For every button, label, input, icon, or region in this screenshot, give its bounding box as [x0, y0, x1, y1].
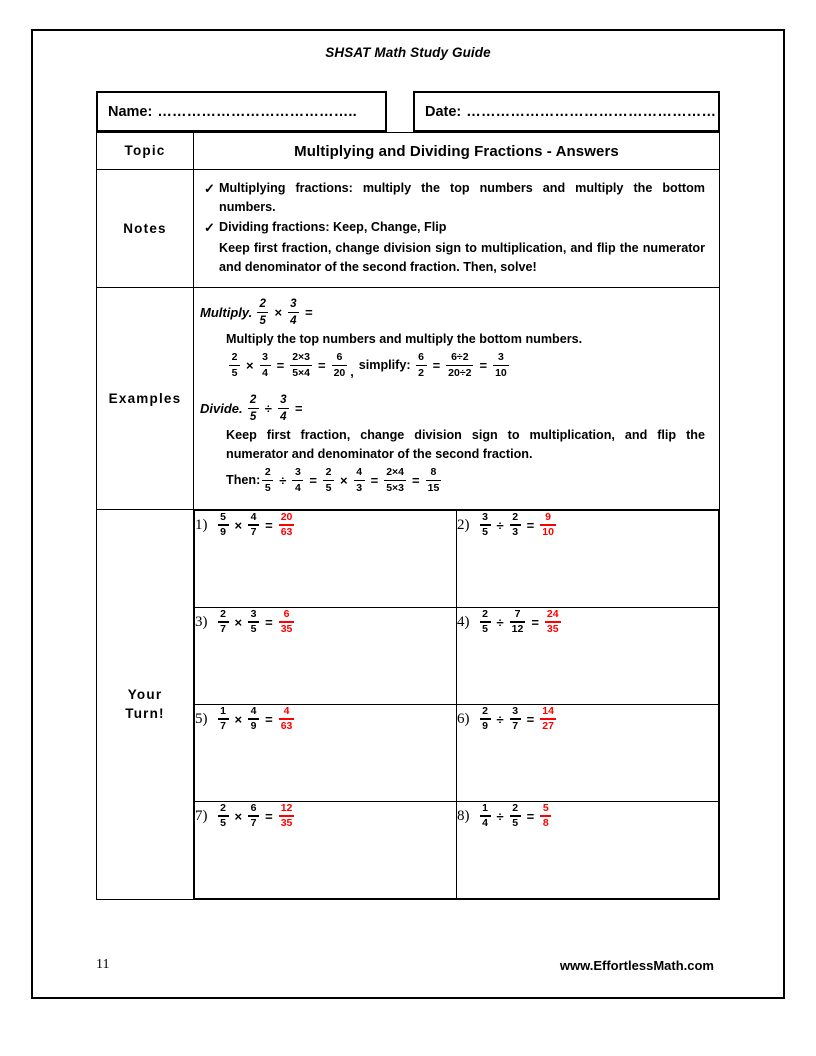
website-footer: www.EffortlessMath.com	[559, 958, 714, 973]
numerator: 4	[250, 704, 257, 717]
denominator: 5	[220, 817, 226, 830]
fraction	[288, 297, 299, 328]
fraction	[248, 608, 259, 637]
denominator: 5	[512, 817, 519, 830]
numerator: 3	[497, 351, 504, 364]
your-turn-row	[97, 509, 720, 899]
problem-label: 8)	[457, 807, 470, 824]
date-field[interactable]	[413, 91, 720, 132]
answer-denominator: 35	[280, 817, 293, 830]
answer-denominator: 8	[542, 817, 549, 830]
problem-2	[457, 511, 718, 540]
denominator: 4	[290, 314, 297, 327]
denominator: 4	[280, 410, 287, 423]
fraction	[248, 705, 259, 734]
numerator: 3	[250, 607, 257, 620]
topic-title: Multiplying and Dividing Fractions - Answers	[194, 133, 720, 170]
answer-numerator: 24	[546, 607, 559, 620]
equals-sign: =	[276, 358, 285, 374]
fraction	[480, 608, 491, 637]
your-turn-content	[194, 509, 720, 899]
denominator: 9	[482, 720, 488, 733]
numerator: 7	[514, 607, 521, 620]
problem-grid-row	[195, 607, 719, 704]
multiply-heading-text: Multiply.	[200, 305, 253, 321]
example-divide-heading	[200, 393, 709, 424]
answer-numerator: 14	[542, 704, 554, 717]
numerator: 2	[482, 704, 488, 717]
operator: ×	[246, 358, 254, 374]
answer-fraction	[279, 511, 295, 540]
answer-numerator: 12	[280, 801, 293, 814]
numerator: 2	[249, 393, 257, 406]
operator: ÷	[279, 472, 287, 488]
operator: ×	[234, 711, 243, 727]
fraction	[510, 802, 521, 831]
denominator: 7	[250, 817, 257, 830]
equals-sign: =	[265, 614, 273, 630]
note-text: Multiplying fractions: multiply the top numbers and multiply the bottom numbers.	[219, 181, 705, 215]
answer-fraction	[540, 802, 551, 831]
problem-cell-6[interactable]	[457, 704, 719, 801]
fraction	[260, 351, 271, 380]
answer-fraction	[279, 608, 295, 637]
numerator: 6	[418, 351, 424, 364]
fraction	[257, 297, 268, 328]
equals-sign: =	[304, 305, 313, 321]
problem-8	[457, 802, 718, 831]
notes-content	[194, 170, 720, 288]
answer-denominator: 27	[542, 720, 554, 733]
example-multiply-body	[226, 330, 709, 380]
date-dotted-line: ……………………………………………	[466, 103, 717, 120]
problem-label: 4)	[457, 613, 470, 630]
denominator: 3	[512, 526, 519, 539]
fraction	[480, 802, 491, 831]
problem-1	[195, 511, 456, 540]
denominator: 4	[482, 817, 488, 830]
fraction	[426, 466, 442, 495]
fraction	[292, 466, 303, 495]
name-dotted-line: …………………………………..	[157, 103, 357, 120]
numerator: 3	[512, 704, 519, 717]
numerator: 2	[325, 465, 332, 478]
then-label: Then:	[226, 473, 261, 488]
denominator: 20÷2	[448, 366, 472, 379]
document-title: SHSAT Math Study Guide	[325, 45, 491, 60]
problem-label: 6)	[457, 710, 470, 727]
name-date-gap	[387, 91, 413, 132]
problem-label: 2)	[457, 516, 470, 533]
equals-sign: =	[526, 808, 535, 824]
answer-denominator: 35	[280, 623, 293, 636]
simplify-label: simplify:	[358, 358, 411, 373]
numerator: 2	[231, 351, 238, 364]
numerator: 1	[220, 704, 226, 717]
answer-numerator: 9	[545, 510, 551, 523]
denominator: 5	[325, 481, 332, 494]
fraction	[510, 705, 521, 734]
numerator: 2×4	[386, 465, 405, 478]
numerator: 2	[220, 607, 226, 620]
fraction	[218, 511, 229, 540]
problem-cell-7[interactable]	[195, 801, 457, 898]
numerator: 2	[482, 607, 488, 620]
fraction	[248, 393, 259, 424]
problem-grid-row	[195, 510, 719, 607]
operator: ×	[340, 472, 348, 488]
answer-denominator: 10	[542, 526, 554, 539]
denominator: 7	[250, 526, 257, 539]
example-divide-work	[226, 466, 705, 495]
fraction	[323, 466, 334, 495]
numerator: 3	[290, 298, 297, 311]
problem-grid-row	[195, 704, 719, 801]
problem-cell-8[interactable]	[457, 801, 719, 898]
equals-sign: =	[479, 358, 488, 374]
denominator: 4	[295, 481, 301, 494]
denominator: 5	[482, 526, 488, 539]
checkmark-icon: ✓	[204, 220, 215, 236]
equals-sign: =	[294, 401, 303, 417]
problem-label: 3)	[195, 613, 208, 630]
row-label-your-turn	[97, 509, 194, 899]
date-label: Date:	[425, 103, 462, 120]
answer-fraction	[545, 608, 561, 637]
operator: ÷	[496, 517, 504, 533]
denominator: 2	[418, 366, 424, 379]
name-field[interactable]	[96, 91, 387, 132]
operator: ×	[234, 614, 243, 630]
equals-sign: =	[265, 808, 273, 824]
problem-4	[457, 608, 718, 637]
examples-row	[97, 288, 720, 510]
problem-5	[195, 705, 456, 734]
fraction	[480, 511, 491, 540]
numerator: 6	[336, 351, 343, 364]
page-number: 11	[96, 957, 110, 972]
fraction	[354, 466, 365, 495]
example-explanation: Multiply the top numbers and multiply the bottom numbers.	[226, 332, 583, 347]
denominator: 4	[262, 366, 269, 379]
fraction	[480, 705, 491, 734]
denominator: 5×4	[292, 366, 310, 379]
problem-cell-2[interactable]	[457, 510, 719, 607]
comma: ,	[350, 365, 354, 380]
numerator: 4	[356, 465, 363, 478]
row-label-examples: Examples	[97, 288, 194, 510]
fraction	[290, 351, 312, 380]
fraction	[218, 608, 229, 637]
note-item	[200, 218, 709, 238]
example-divide-body	[226, 426, 709, 495]
operator: ÷	[496, 808, 504, 824]
equals-sign: =	[370, 472, 379, 488]
denominator: 9	[250, 720, 257, 733]
equals-sign: =	[526, 517, 535, 533]
numerator: 3	[280, 393, 287, 406]
numerator: 4	[250, 510, 257, 523]
numerator: 3	[482, 510, 488, 523]
operator: ×	[234, 808, 243, 824]
examples-spacer	[200, 382, 709, 393]
study-guide-table	[96, 132, 720, 900]
your-turn-line1: Your	[127, 686, 163, 702]
problem-6	[457, 705, 718, 734]
numerator: 2	[259, 298, 266, 311]
problem-cell-3[interactable]	[195, 607, 457, 704]
fraction	[262, 466, 273, 495]
denominator: 10	[495, 366, 507, 379]
operator: ×	[274, 305, 282, 321]
problem-cell-1[interactable]	[195, 510, 457, 607]
answer-denominator: 63	[280, 720, 293, 733]
problem-label: 1)	[195, 516, 208, 533]
fraction	[416, 351, 427, 380]
numerator: 2	[512, 801, 519, 814]
problem-cell-5[interactable]	[195, 704, 457, 801]
denominator: 5	[482, 623, 488, 636]
answer-numerator: 4	[283, 704, 290, 717]
answer-fraction	[540, 511, 556, 540]
note-text: Dividing fractions: Keep, Change, Flip	[219, 220, 447, 235]
numerator: 6÷2	[451, 351, 469, 364]
fraction	[332, 351, 348, 380]
fraction	[248, 802, 259, 831]
problem-3	[195, 608, 456, 637]
denominator: 5	[259, 314, 266, 327]
fraction	[229, 351, 240, 380]
numerator: 3	[295, 465, 301, 478]
your-turn-line2: Turn!	[125, 706, 165, 722]
denominator: 7	[220, 720, 226, 733]
problem-label: 7)	[195, 807, 208, 824]
answer-denominator: 35	[546, 623, 559, 636]
answer-numerator: 5	[542, 801, 549, 814]
divide-heading-text: Divide.	[200, 401, 243, 417]
answer-numerator: 20	[280, 510, 293, 523]
numerator: 2	[512, 510, 519, 523]
notes-row	[97, 170, 720, 288]
checkmark-icon: ✓	[204, 181, 215, 196]
denominator: 9	[220, 526, 226, 539]
fraction	[218, 705, 229, 734]
operator: ÷	[496, 614, 504, 630]
problem-cell-4[interactable]	[457, 607, 719, 704]
example-multiply-heading	[200, 297, 709, 328]
equals-sign: =	[526, 711, 535, 727]
topic-row	[97, 133, 720, 170]
numerator: 5	[220, 510, 226, 523]
fraction	[446, 351, 473, 380]
denominator: 5	[249, 410, 257, 423]
numerator: 2	[220, 801, 226, 814]
numerator: 8	[430, 465, 437, 478]
denominator: 5	[231, 366, 238, 379]
answer-fraction	[279, 705, 295, 734]
numerator: 1	[482, 801, 488, 814]
numerator: 6	[250, 801, 257, 814]
answer-fraction	[279, 802, 295, 831]
denominator: 5	[250, 623, 257, 636]
equals-sign: =	[531, 614, 539, 630]
problem-7	[195, 802, 456, 831]
example-explanation: Keep first fraction, change division sign to multiplication, and flip the numerator and denominator of the second fraction.	[226, 428, 705, 462]
equals-sign: =	[412, 472, 420, 488]
denominator: 15	[427, 481, 440, 494]
name-date-row	[96, 91, 720, 132]
fraction	[218, 802, 229, 831]
note-subtext: Keep first fraction, change division sign to multiplication, and flip the numerator and denominator of the second fraction. Then, solve!	[219, 240, 705, 274]
operator: ÷	[264, 401, 272, 417]
fraction	[510, 608, 526, 637]
operator: ÷	[496, 711, 504, 727]
denominator: 20	[333, 366, 346, 379]
numerator: 2	[264, 465, 271, 478]
note-item	[200, 179, 709, 217]
example-multiply-work	[226, 351, 705, 380]
numerator: 3	[262, 351, 269, 364]
fraction	[493, 351, 509, 380]
answer-fraction	[540, 705, 556, 734]
row-label-notes: Notes	[97, 170, 194, 288]
equals-sign: =	[309, 472, 318, 488]
answer-numerator: 6	[283, 607, 290, 620]
problem-grid-row	[195, 801, 719, 898]
equals-sign: =	[432, 358, 441, 374]
numerator: 2×3	[292, 351, 310, 364]
fraction	[384, 466, 406, 495]
equals-sign: =	[265, 517, 273, 533]
fraction	[278, 393, 289, 424]
problem-grid	[194, 510, 719, 899]
denominator: 7	[220, 623, 226, 636]
row-label-topic: Topic	[97, 133, 194, 170]
equals-sign: =	[265, 711, 273, 727]
name-label: Name:	[108, 103, 153, 120]
fraction	[248, 511, 259, 540]
fraction	[510, 511, 521, 540]
denominator: 3	[356, 481, 363, 494]
operator: ×	[234, 517, 243, 533]
denominator: 7	[512, 720, 519, 733]
denominator: 12	[511, 623, 524, 636]
denominator: 5	[264, 481, 271, 494]
examples-content	[194, 288, 720, 510]
answer-denominator: 63	[280, 526, 293, 539]
equals-sign: =	[318, 358, 326, 374]
problem-label: 5)	[195, 710, 208, 727]
denominator: 5×3	[386, 481, 405, 494]
